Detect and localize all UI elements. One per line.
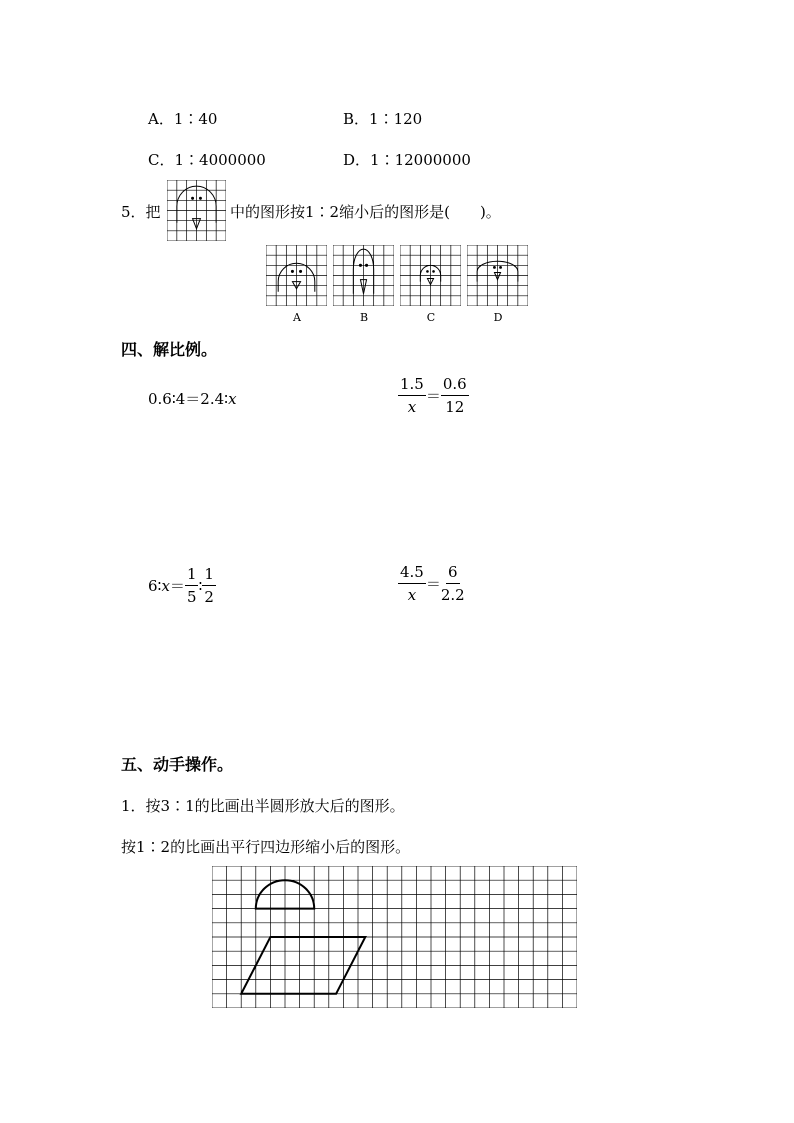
equation-4-equals: ＝	[425, 575, 441, 593]
equation-4-den1: x	[407, 586, 417, 604]
equation-2-equals: ＝	[425, 387, 441, 405]
equation-3-num2: 1	[202, 565, 216, 586]
choice-b-figure[interactable]	[333, 245, 394, 306]
question-5-prefix: 5．把	[121, 203, 161, 221]
choice-a-figure[interactable]	[266, 245, 327, 306]
option-d[interactable]: D．1∶12000000	[343, 151, 471, 169]
equation-3-colon: ∶	[198, 576, 203, 595]
equation-4-den2: 2.2	[440, 586, 465, 604]
choice-a-label: A	[293, 311, 301, 324]
equation-4-num2: 6	[446, 563, 460, 584]
section-4-title: 四、解比例。	[121, 340, 218, 359]
equation-1	[148, 388, 237, 409]
equation-1-var: x	[228, 390, 237, 408]
option-a[interactable]: A．1∶40	[148, 110, 218, 128]
equation-2-num2: 0.6	[441, 375, 469, 396]
equation-4-num1: 4.5	[398, 563, 426, 584]
drawing-grid[interactable]	[212, 866, 577, 1008]
option-c[interactable]: C．1∶4000000	[148, 151, 266, 169]
equation-3-lead: 6∶	[148, 576, 162, 595]
equation-4	[398, 563, 465, 604]
equation-3	[148, 565, 216, 606]
equation-2-num1: 1.5	[398, 375, 426, 396]
question-5-text: 中的图形按1∶2缩小后的图形是( )。	[230, 203, 501, 221]
choice-b-label: B	[359, 311, 369, 324]
equation-3-equals: ＝	[169, 577, 185, 595]
equation-3-num1: 1	[185, 565, 199, 586]
equation-1-text: 0.6∶4＝2.4∶	[148, 390, 229, 408]
task-1-line-2: 按1∶2的比画出平行四边形缩小后的图形。	[121, 838, 411, 856]
option-b[interactable]: B．1∶120	[343, 110, 423, 128]
choice-d-figure[interactable]	[467, 245, 528, 306]
equation-2-den1: x	[407, 398, 417, 416]
equation-3-var: x	[161, 576, 170, 595]
task-1-line-1: 1．按3∶1的比画出半圆形放大后的图形。	[121, 797, 405, 815]
equation-2-den2: 12	[445, 398, 465, 416]
equation-2	[398, 375, 469, 416]
equation-3-den1: 5	[186, 588, 197, 606]
equation-3-den2: 2	[204, 588, 214, 606]
original-figure-grid	[167, 180, 226, 241]
choice-c-label: C	[426, 311, 436, 324]
choice-c-figure[interactable]	[400, 245, 461, 306]
choice-d-label: D	[493, 311, 503, 324]
section-5-title: 五、动手操作。	[121, 755, 234, 774]
